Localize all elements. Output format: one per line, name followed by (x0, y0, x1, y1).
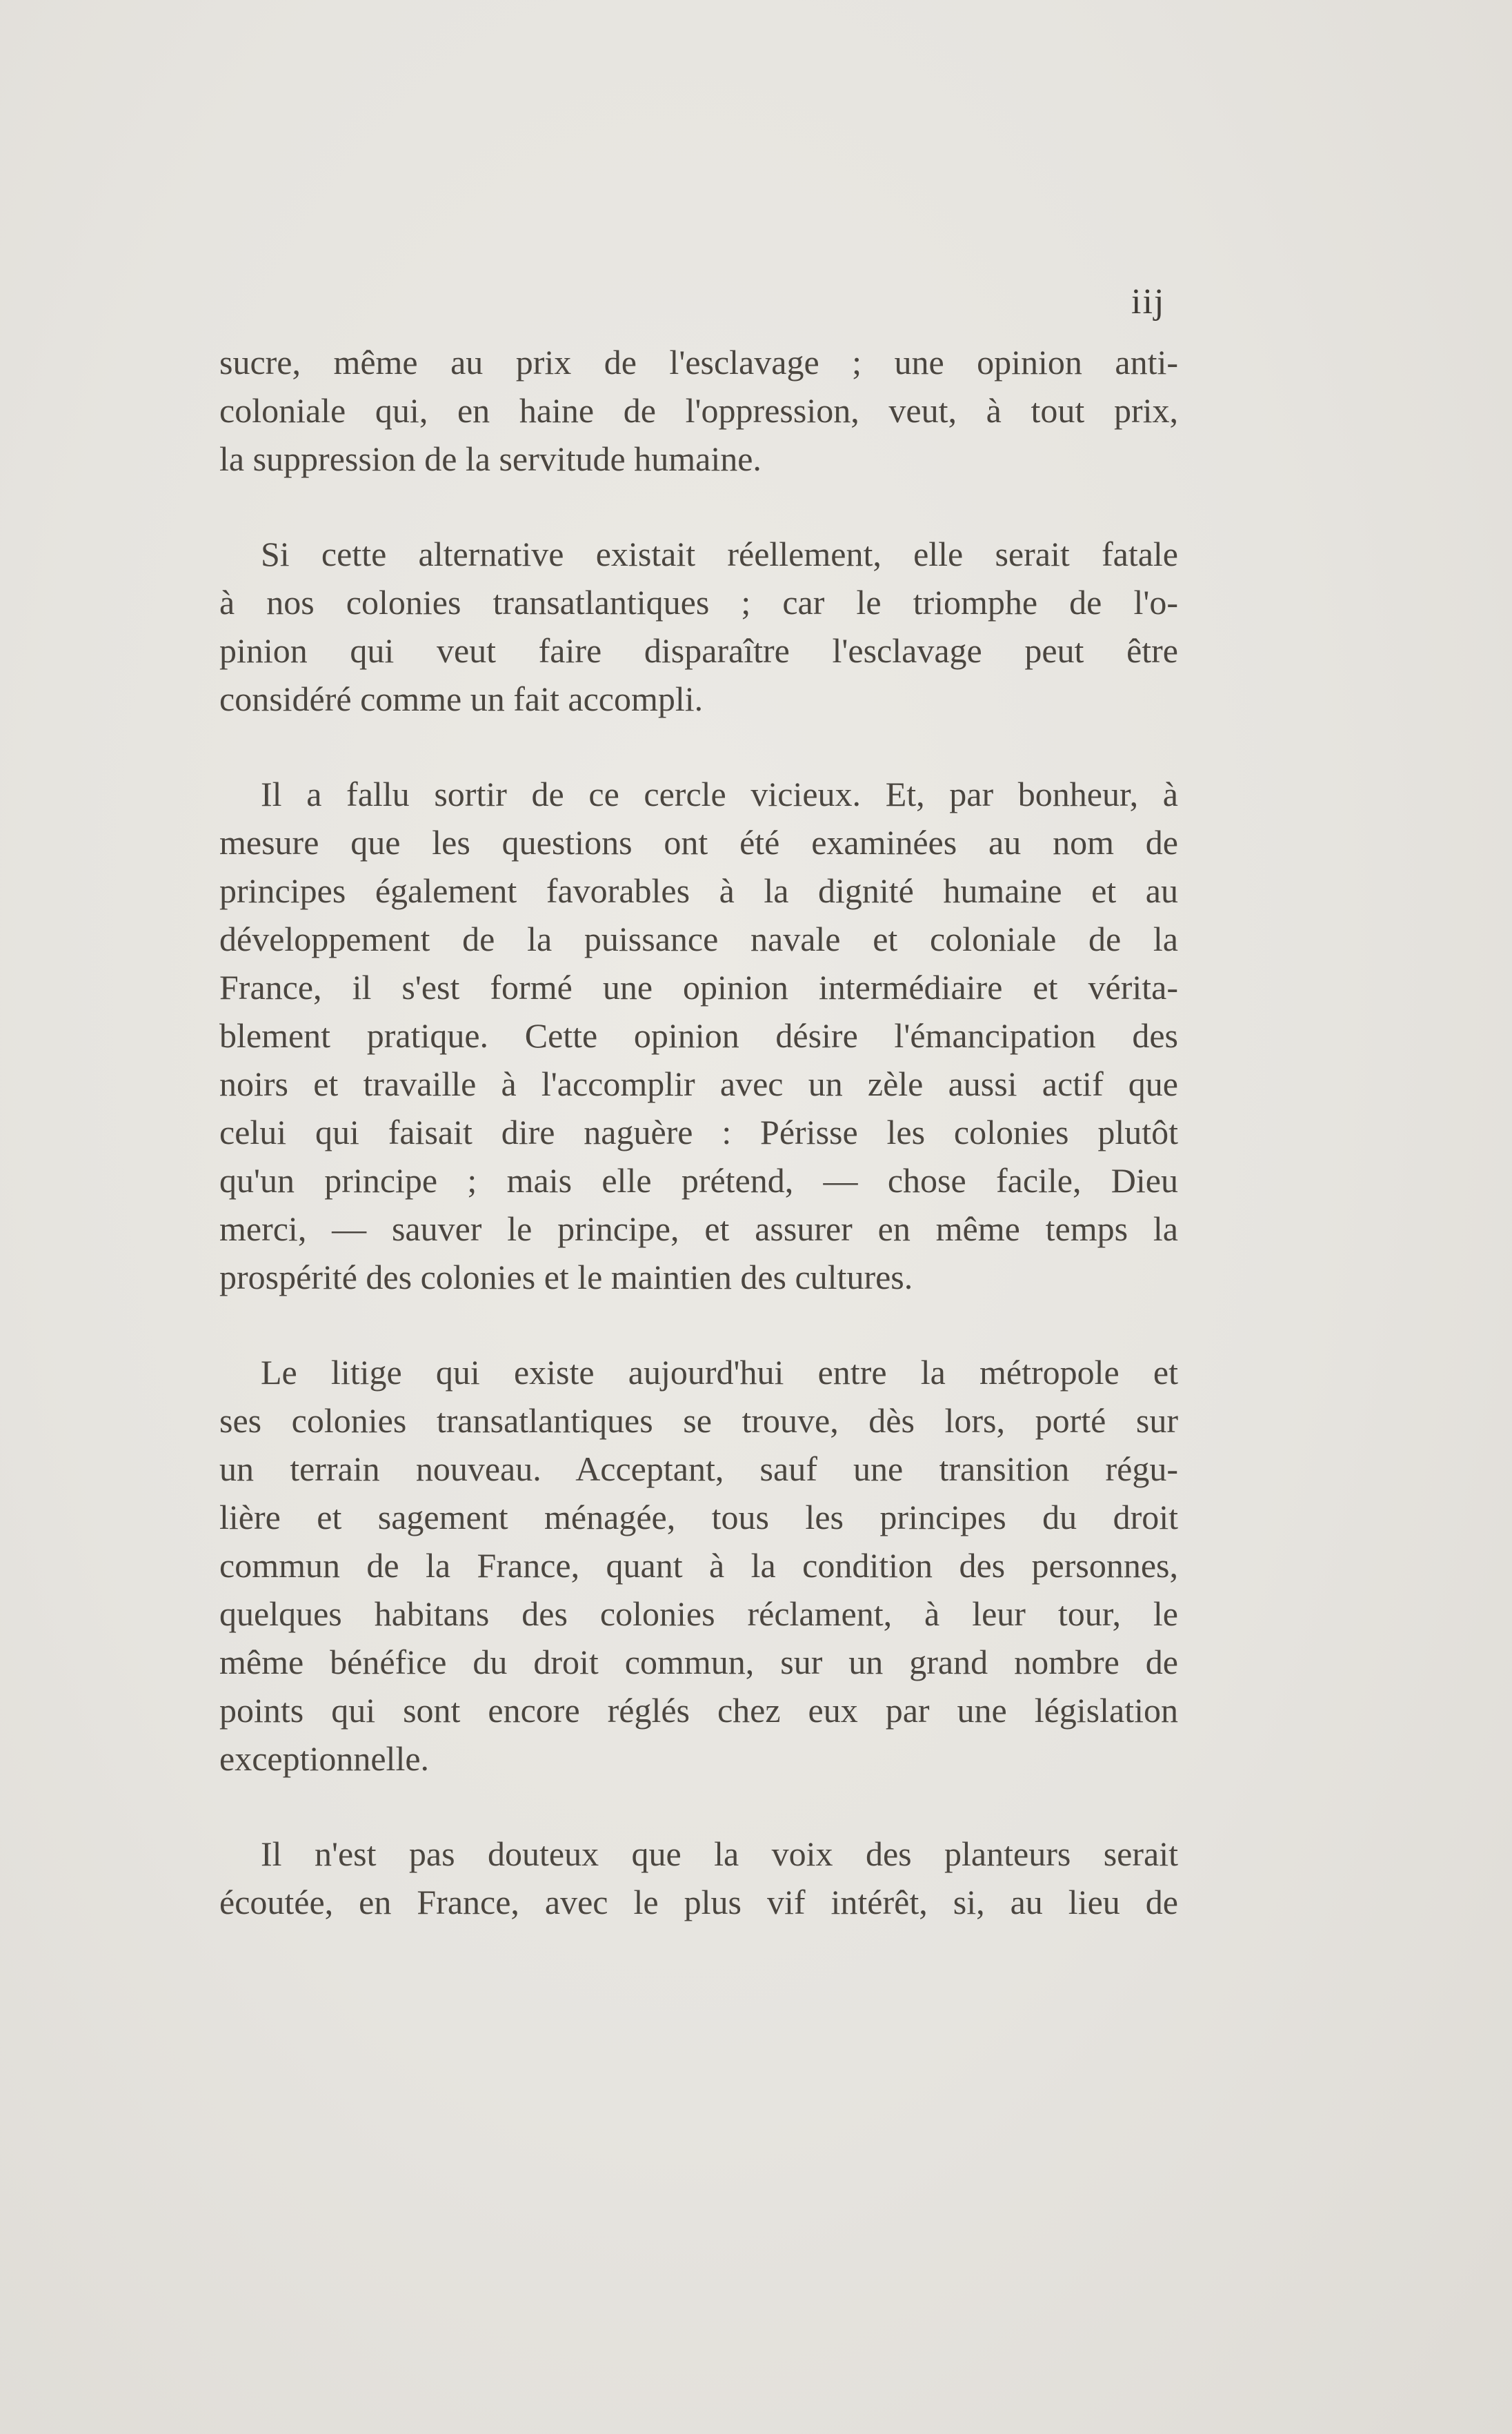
text-line: à nos colonies transatlantiques ; car le triomphe de l'o- (219, 583, 1178, 622)
text-line: points qui sont encore réglés chez eux par une législation (219, 1691, 1178, 1730)
text-line: exceptionnelle. (219, 1739, 430, 1778)
text-line: principes également favorables à la dignité humaine et au (219, 871, 1178, 910)
text-line: ses colonies transatlantiques se trouve, dès lors, porté sur (219, 1401, 1178, 1440)
text-line: Si cette alternative existait réellement, elle serait fatale (261, 535, 1178, 573)
text-line: un terrain nouveau. Acceptant, sauf une transition régu- (219, 1449, 1178, 1488)
text-line: développement de la puissance navale et coloniale de la (219, 920, 1178, 958)
text-line: pinion qui veut faire disparaître l'esclavage peut être (219, 631, 1178, 670)
text-line: écoutée, en France, avec le plus vif intérêt, si, au lieu de (219, 1883, 1178, 1921)
text-line: celui qui faisait dire naguère : Périsse les colonies plutôt (219, 1113, 1178, 1151)
text-line: Il a fallu sortir de ce cercle vicieux. Et, par bonheur, à (261, 775, 1178, 813)
paragraph-2 (219, 530, 1178, 723)
text-line: sucre, même au prix de l'esclavage ; une opinion anti- (219, 343, 1178, 382)
text-line: Il n'est pas douteux que la voix des planteurs serait (261, 1834, 1178, 1873)
paragraph-4 (219, 1348, 1178, 1783)
body-text (219, 338, 1178, 1973)
text-line: noirs et travaille à l'accomplir avec un zèle aussi actif que (219, 1065, 1178, 1103)
text-line: la suppression de la servitude humaine. (219, 439, 762, 478)
text-line: quelques habitans des colonies réclament, à leur tour, le (219, 1594, 1178, 1633)
text-line: France, il s'est formé une opinion intermédiaire et vérita- (219, 968, 1178, 1007)
text-line: considéré comme un fait accompli. (219, 680, 704, 718)
text-line: merci, — sauver le principe, et assurer en même temps la (219, 1209, 1178, 1248)
text-line: qu'un principe ; mais elle prétend, — chose facile, Dieu (219, 1161, 1178, 1200)
paragraph-5 (219, 1830, 1178, 1926)
text-line: prospérité des colonies et le maintien des cultures. (219, 1258, 913, 1296)
text-line: mesure que les questions ont été examinées au nom de (219, 823, 1178, 862)
text-line: coloniale qui, en haine de l'oppression, veut, à tout prix, (219, 391, 1178, 430)
page-number: iij (1131, 282, 1166, 321)
text-line: même bénéfice du droit commun, sur un grand nombre de (219, 1643, 1178, 1681)
text-line: commun de la France, quant à la condition des personnes, (219, 1546, 1178, 1585)
paragraph-3 (219, 770, 1178, 1301)
text-line: Le litige qui existe aujourd'hui entre la métropole et (261, 1353, 1178, 1392)
text-line: blement pratique. Cette opinion désire l'émancipation des (219, 1016, 1178, 1055)
text-line: lière et sagement ménagée, tous les principes du droit (219, 1498, 1178, 1536)
paragraph-1 (219, 338, 1178, 483)
